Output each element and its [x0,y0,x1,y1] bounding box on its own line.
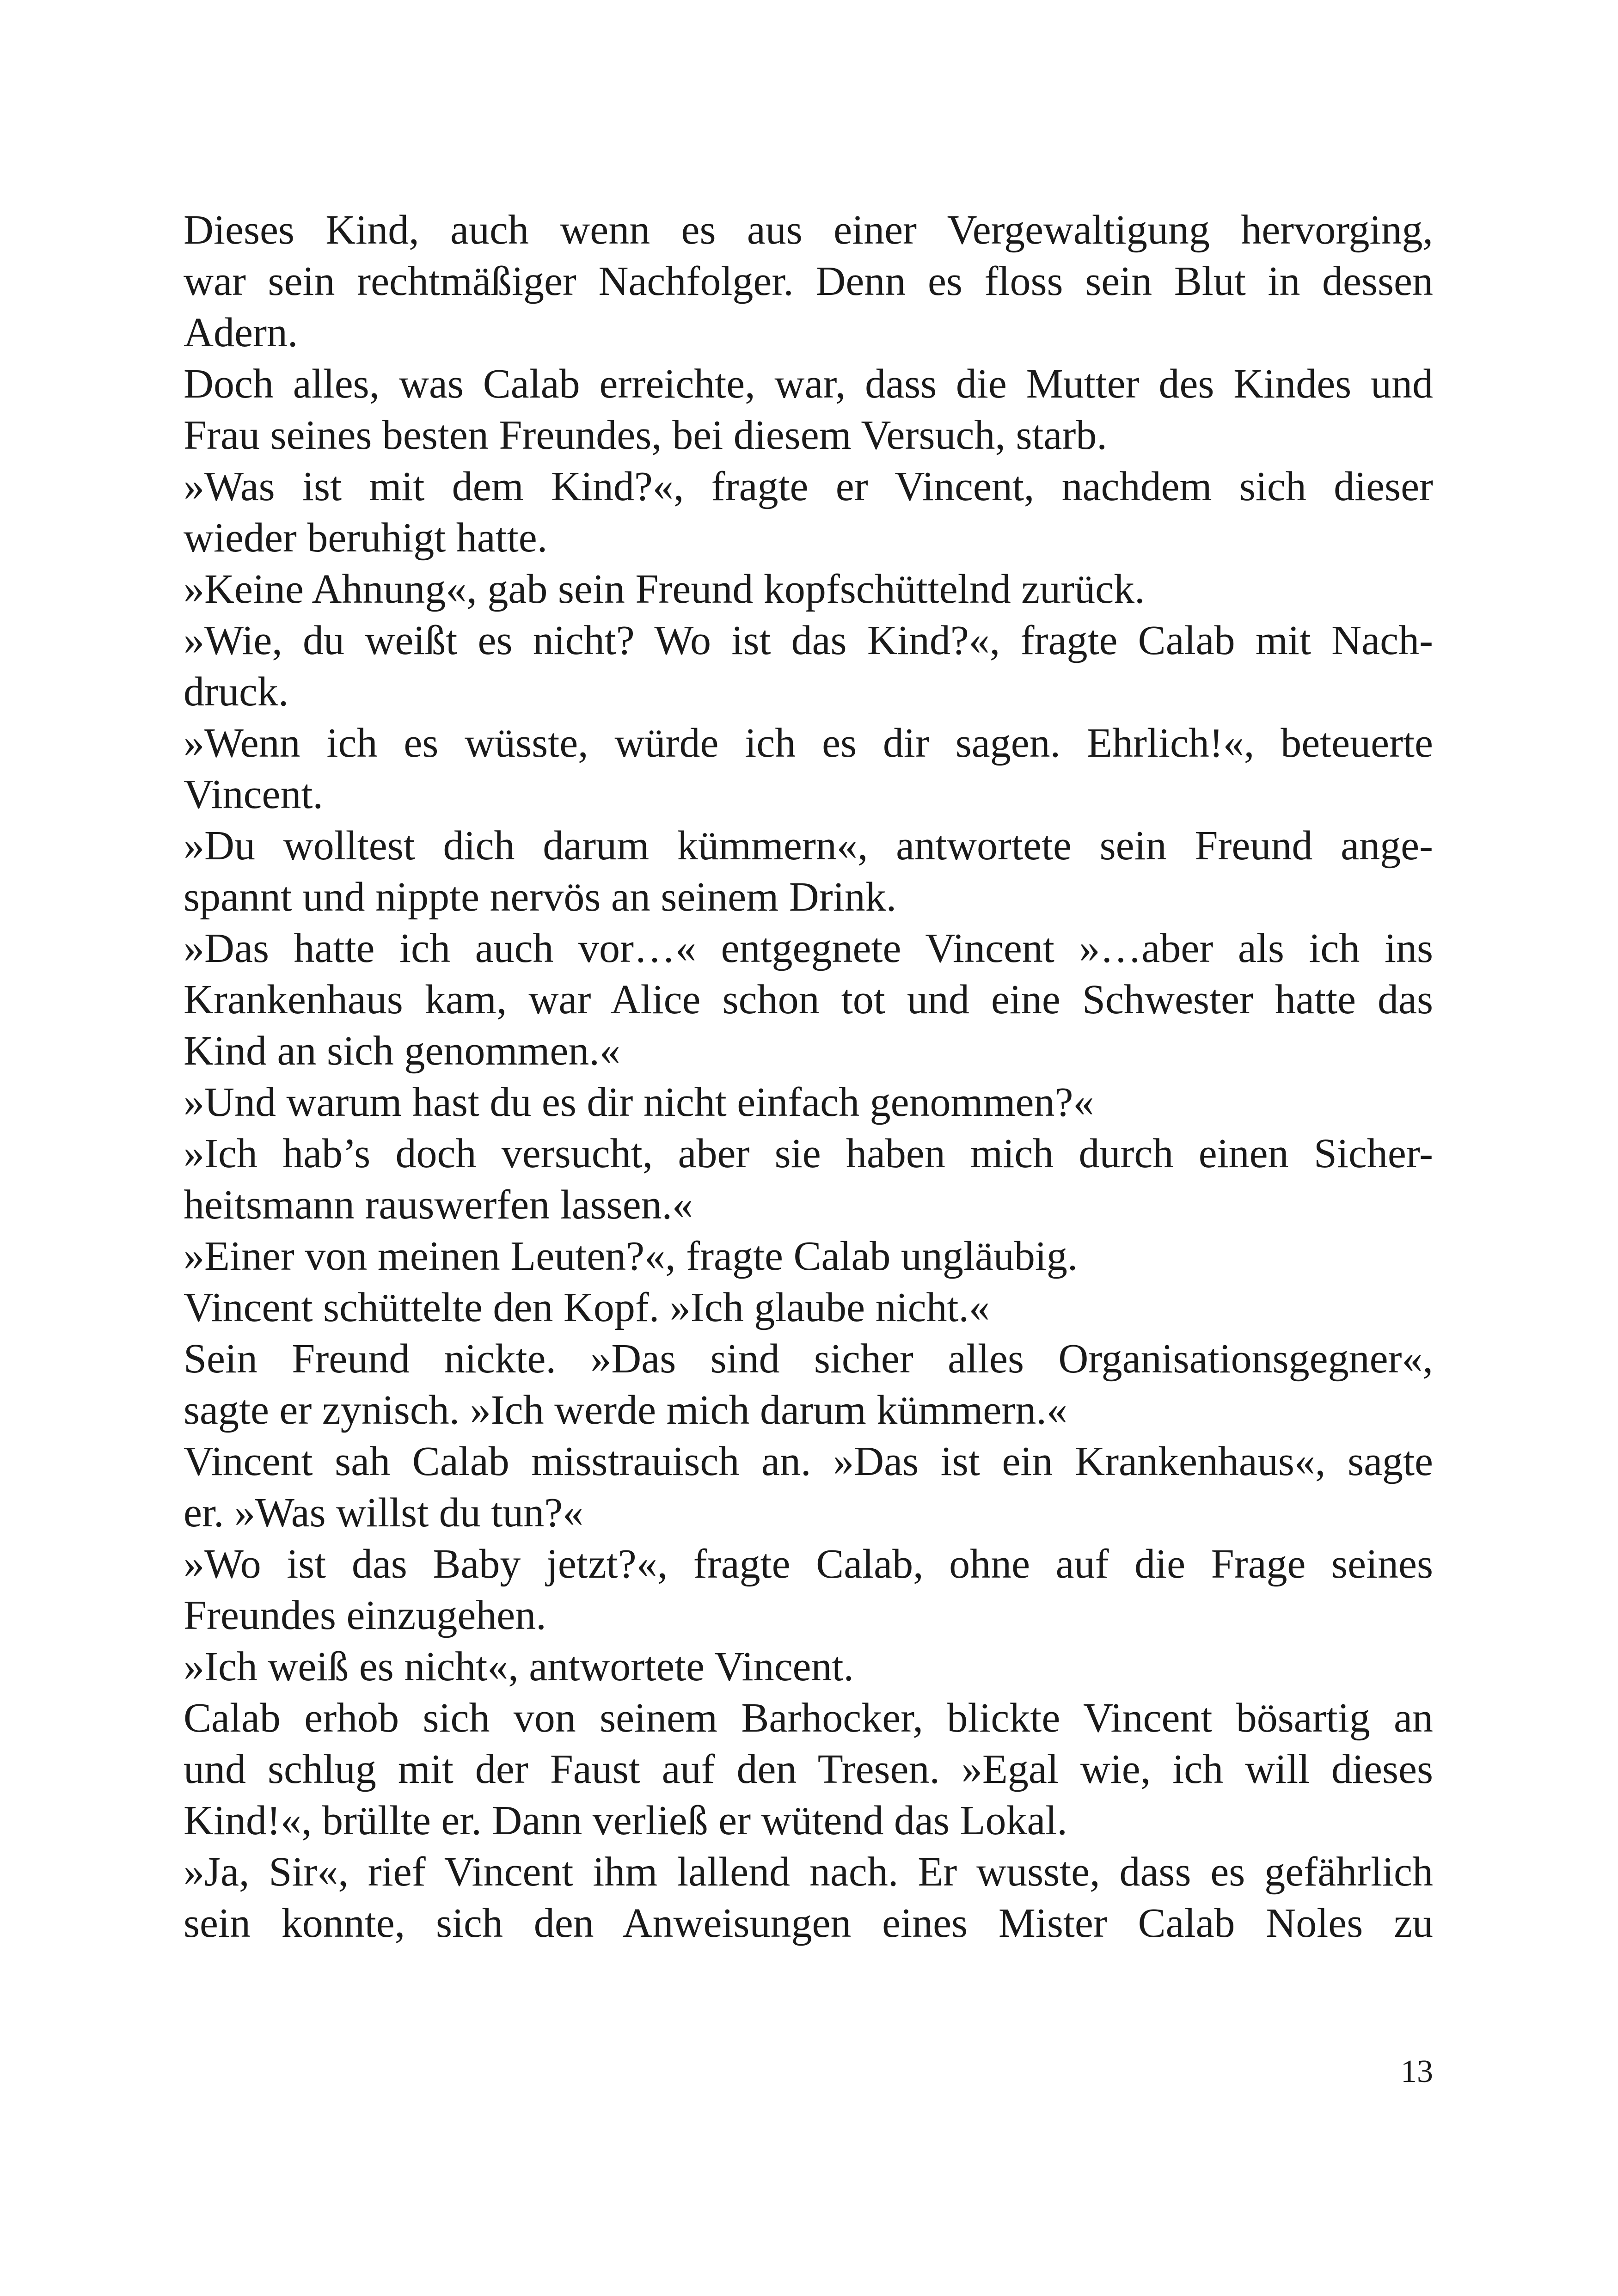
text-line: Doch alles, was Calab erreichte, war, dass die Mutter des Kindes und [184,361,1433,407]
text-line: »Du wolltest dich darum kümmern«, antwortete sein Freund ange- [184,823,1433,869]
text-line: sein konnte, sich den Anweisungen eines Mister Calab Noles zu [184,1900,1433,1946]
page-number: 13 [1401,2054,1433,2089]
text-line: »Keine Ahnung«, gab sein Freund kopfschüttelnd zurück. [184,566,1145,612]
text-line: »Ich weiß es nicht«, antwortete Vincent. [184,1644,854,1690]
text-line: Calab erhob sich von seinem Barhocker, blickte Vincent bösartig an [184,1695,1433,1741]
text-line: heitsmann rauswerfen lassen.« [184,1182,693,1228]
text-line: »Und warum hast du es dir nicht einfach genommen?« [184,1079,1094,1125]
text-line: Adern. [184,310,298,355]
text-line: sagte er zynisch. »Ich werde mich darum kümmern.« [184,1387,1067,1433]
text-line: Krankenhaus kam, war Alice schon tot und eine Schwester hatte das [184,977,1433,1022]
text-line: Vincent sah Calab misstrauisch an. »Das ist ein Krankenhaus«, sagte [184,1439,1433,1484]
text-line: Vincent. [184,771,323,817]
text-line: er. »Was willst du tun?« [184,1490,584,1536]
text-line: »Ja, Sir«, rief Vincent ihm lallend nach. Er wusste, dass es gefährlich [184,1849,1433,1895]
text-line: Freundes einzugehen. [184,1592,546,1638]
text-line: »Wo ist das Baby jetzt?«, fragte Calab, ohne auf die Frage seines [184,1541,1433,1587]
body-text [184,204,1433,1949]
text-line: Kind!«, brüllte er. Dann verließ er wütend das Lokal. [184,1798,1067,1843]
text-line: Kind an sich genommen.« [184,1028,620,1074]
text-line: Dieses Kind, auch wenn es aus einer Vergewaltigung hervorging, [184,207,1433,253]
text-line: spannt und nippte nervös an seinem Drink. [184,874,897,920]
text-line: »Was ist mit dem Kind?«, fragte er Vincent, nachdem sich dieser [184,464,1433,509]
text-line: war sein rechtmäßiger Nachfolger. Denn es floss sein Blut in dessen [184,258,1433,304]
text-line: Vincent schüttelte den Kopf. »Ich glaube nicht.« [184,1285,990,1330]
text-line: »Wie, du weißt es nicht? Wo ist das Kind?«, fragte Calab mit Nach- [184,618,1433,663]
text-line: druck. [184,669,289,715]
text-line: »Wenn ich es wüsste, würde ich es dir sagen. Ehrlich!«, beteuerte [184,720,1433,766]
text-line: wieder beruhigt hatte. [184,515,548,561]
text-line: »Das hatte ich auch vor…« entgegnete Vincent »…aber als ich ins [184,925,1433,971]
text-line: und schlug mit der Faust auf den Tresen. »Egal wie, ich will dieses [184,1746,1433,1792]
text-line: »Einer von meinen Leuten?«, fragte Calab ungläubig. [184,1233,1078,1279]
text-line: »Ich hab’s doch versucht, aber sie haben mich durch einen Sicher- [184,1131,1433,1176]
text-line: Sein Freund nickte. »Das sind sicher alles Organisationsgegner«, [184,1336,1433,1382]
text-line: Frau seines besten Freundes, bei diesem Versuch, starb. [184,412,1107,458]
